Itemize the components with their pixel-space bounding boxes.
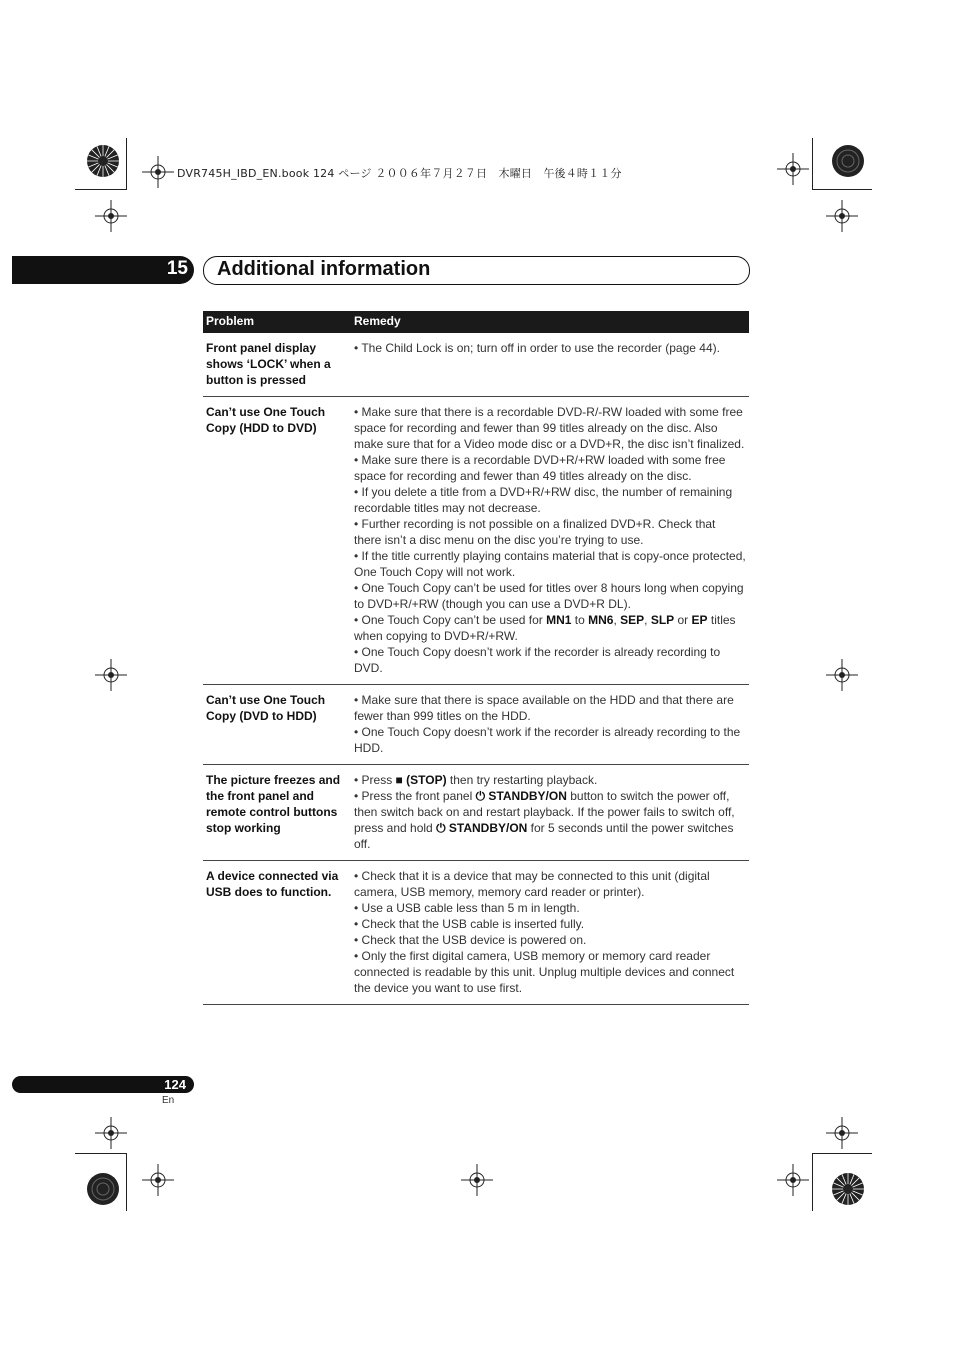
remedy-item: • Check that the USB cable is inserted fully. [354, 917, 585, 931]
remedy-cell [351, 861, 749, 1005]
table-row [203, 861, 749, 1005]
table-row [203, 765, 749, 861]
remedy-item-title-modes [354, 612, 746, 644]
remedy-cell [351, 765, 749, 861]
remedy-item: • Make sure that there is space available on the HDD and that there are fewer than 999 titles on the HDD. [354, 693, 734, 723]
chapter-title: Additional information [217, 258, 431, 280]
remedy-item: • Check that the USB device is powered on. [354, 933, 587, 947]
table-row [203, 333, 749, 397]
crop-mark [126, 138, 127, 190]
remedy-text: , [644, 613, 651, 627]
problem-cell: The picture freezes and the front panel and remote control buttons stop working [203, 765, 351, 861]
remedy-cell [351, 685, 749, 765]
page-number: 124 [164, 1077, 186, 1092]
mode-label: MN1 [546, 613, 572, 627]
crop-mark [126, 1153, 127, 1211]
remedy-item-press-stop [354, 772, 746, 788]
remedy-text: then try restarting playback. [446, 773, 598, 787]
registration-rosette-icon [86, 144, 120, 178]
registration-rosette-icon [86, 1172, 120, 1206]
crop-mark [75, 1153, 127, 1154]
crosshair-mark-icon [95, 1117, 127, 1149]
crosshair-mark-icon [777, 1164, 809, 1196]
remedy-item: • One Touch Copy doesn’t work if the recorder is already recording to DVD. [354, 645, 721, 675]
remedy-item: • Check that it is a device that may be connected to this unit (digital camera, USB memory, memory card reader or printer). [354, 869, 710, 899]
mode-label: MN6 [588, 613, 614, 627]
remedy-item: • One Touch Copy doesn’t work if the recorder is already recording to the HDD. [354, 725, 741, 755]
remedy-item: • If the title currently playing contains material that is copy-once protected, One Touch Copy will not work. [354, 549, 746, 579]
standby-key-label: ⏻ STANDBY/ON [436, 821, 528, 835]
remedy-item: • If you delete a title from a DVD+R/+RW disc, the number of remaining recordable titles may not decrease. [354, 485, 733, 515]
remedy-item: • Make sure there is a recordable DVD+R/+RW loaded with some free space for recording and fewer than 49 titles already on the disc. [354, 453, 726, 483]
remedy-item: • One Touch Copy can’t be used for titles over 8 hours long when copying to DVD+R/+RW (though you can use a DVD+R DL). [354, 581, 744, 611]
remedy-item: • Only the first digital camera, USB memory or memory card reader connected is readable by this unit. Unplug multiple devices and connect the device you want to use first. [354, 949, 735, 995]
remedy-text: for 5 seconds until the power switches off. [354, 821, 734, 851]
crosshair-mark-icon [142, 156, 174, 188]
problem-cell: Front panel display shows ‘LOCK’ when a button is pressed [203, 333, 351, 397]
crop-mark [812, 189, 872, 190]
mode-label: SEP [620, 613, 645, 627]
registration-rosette-icon [831, 1172, 865, 1206]
remedy-text: or [674, 613, 692, 627]
remedy-text: • Press the front panel [354, 789, 476, 803]
column-header-remedy: Remedy [351, 311, 749, 333]
table-header-row [203, 311, 749, 333]
crosshair-mark-icon [142, 1164, 174, 1196]
crop-mark [812, 1153, 872, 1154]
crop-mark [812, 138, 813, 190]
remedy-item: • Use a USB cable less than 5 m in length. [354, 901, 580, 915]
problem-cell: A device connected via USB does to function. [203, 861, 351, 1005]
table-row [203, 397, 749, 685]
remedy-text: titles when copying to DVD+R/+RW. [354, 613, 736, 643]
remedy-text: • Press [354, 773, 396, 787]
remedy-cell [351, 397, 749, 685]
crosshair-mark-icon [777, 153, 809, 185]
crosshair-mark-icon [95, 659, 127, 691]
standby-key-label: ⏻ STANDBY/ON [475, 789, 567, 803]
crosshair-mark-icon [826, 659, 858, 691]
crop-mark [812, 1153, 813, 1211]
chapter-number: 15 [166, 258, 188, 279]
print-info: DVR745H_IBD_EN.book 124 ページ ２００６年７月２７日 木曜日 午後４時１１分 [177, 167, 622, 180]
remedy-text: to [571, 613, 589, 627]
mode-label: EP [691, 613, 708, 627]
page-language: En [162, 1095, 175, 1106]
problem-cell: Can’t use One Touch Copy (DVD to HDD) [203, 685, 351, 765]
remedy-item: • Make sure that there is a recordable DVD-R/-RW loaded with some free space for recording and fewer than 99 titles already on the disc. Also make sure that for a Video mode disc or a DVD+R, the disc isn’t finalized. [354, 405, 745, 451]
remedy-text: , [613, 613, 621, 627]
crop-mark [75, 189, 127, 190]
stop-key-label: ■ (STOP) [395, 773, 447, 787]
crosshair-mark-icon [826, 1117, 858, 1149]
crosshair-mark-icon [95, 200, 127, 232]
troubleshooting-table [203, 311, 749, 1005]
remedy-cell [351, 333, 749, 397]
crosshair-mark-icon [461, 1164, 493, 1196]
registration-rosette-icon [831, 144, 865, 178]
remedy-item: • The Child Lock is on; turn off in order to use the recorder (page 44). [354, 341, 720, 355]
remedy-text: button to switch the power off, then switch back on and restart playback. If the power fails to switch off, press and hold [354, 789, 735, 835]
crosshair-mark-icon [826, 200, 858, 232]
column-header-problem: Problem [203, 311, 351, 333]
remedy-item-standby [354, 788, 746, 852]
table-row [203, 685, 749, 765]
problem-cell: Can’t use One Touch Copy (HDD to DVD) [203, 397, 351, 685]
remedy-text: • One Touch Copy can’t be used for [354, 613, 547, 627]
mode-label: SLP [650, 613, 675, 627]
remedy-item: • Further recording is not possible on a finalized DVD+R. Check that there isn’t a disc menu on the disc you’re trying to use. [354, 517, 716, 547]
